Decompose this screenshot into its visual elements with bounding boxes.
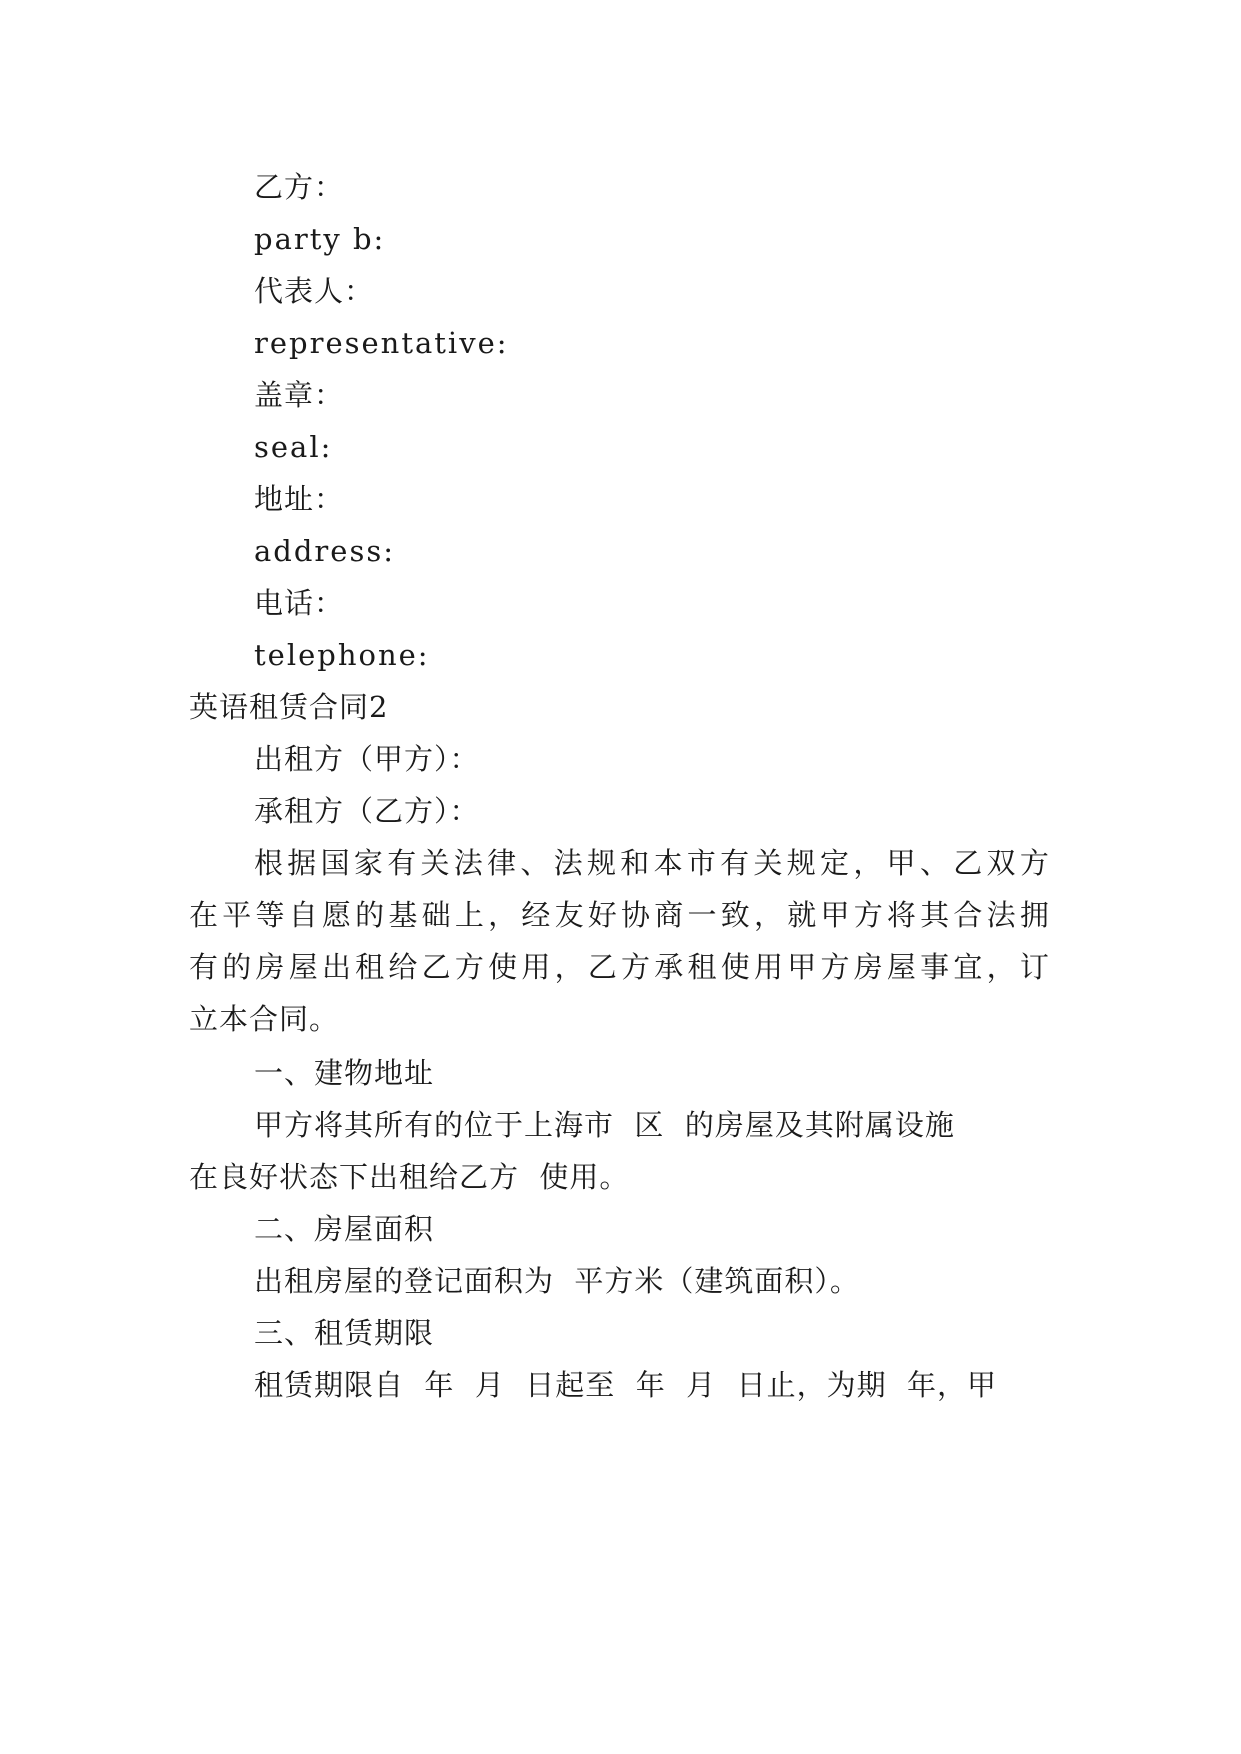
intro-line: 在 平 等 自 愿 的 基 础 上 ， 经 友 好 协 商 一 致 ， 就 甲 方 将 其 合 法 拥	[189, 898, 1049, 932]
section-2-heading: 二、房屋面积	[254, 1212, 435, 1246]
intro-line: 立本合同。	[189, 1002, 340, 1036]
intro-line: 有 的 房 屋 出 租 给 乙 方 使 用 ， 乙 方 承 租 使 用 甲 方 房 屋 事 宜 ， 订	[189, 950, 1049, 984]
party-b-label-cn: 乙方：	[254, 170, 345, 204]
party-b-label-en: party b:	[254, 222, 386, 256]
lessee-label: 承租方（乙方）：	[254, 794, 480, 828]
seal-label-en: seal:	[254, 430, 333, 464]
seal-label-cn: 盖章：	[254, 378, 345, 412]
intro-line: 根 据 国 家 有 关 法 律 、 法 规 和 本 市 有 关 规 定 ， 甲 、 乙 双 方	[254, 846, 1049, 880]
section-3-text: 租赁期限自 年 月 日起至 年 月 日止，为期 年，甲	[254, 1368, 998, 1402]
section-1-line: 甲方将其所有的位于上海市 区 的房屋及其附属设施	[254, 1108, 955, 1142]
section-1-heading: 一、建物地址	[254, 1056, 435, 1090]
section-3-heading: 三、租赁期限	[254, 1316, 435, 1350]
lessor-label: 出租方（甲方）：	[254, 742, 480, 776]
representative-label-cn: 代表人：	[254, 274, 375, 308]
address-label-cn: 地址：	[254, 482, 345, 516]
section-1-line: 在良好状态下出租给乙方 使用。	[189, 1160, 630, 1194]
telephone-label-en: telephone:	[254, 638, 430, 672]
contract-title: 英语租赁合同2	[189, 690, 389, 724]
section-2-text: 出租房屋的登记面积为 平方米（建筑面积）。	[254, 1264, 860, 1298]
address-label-en: address:	[254, 534, 395, 568]
representative-label-en: representative:	[254, 326, 509, 360]
telephone-label-cn: 电话：	[254, 586, 345, 620]
